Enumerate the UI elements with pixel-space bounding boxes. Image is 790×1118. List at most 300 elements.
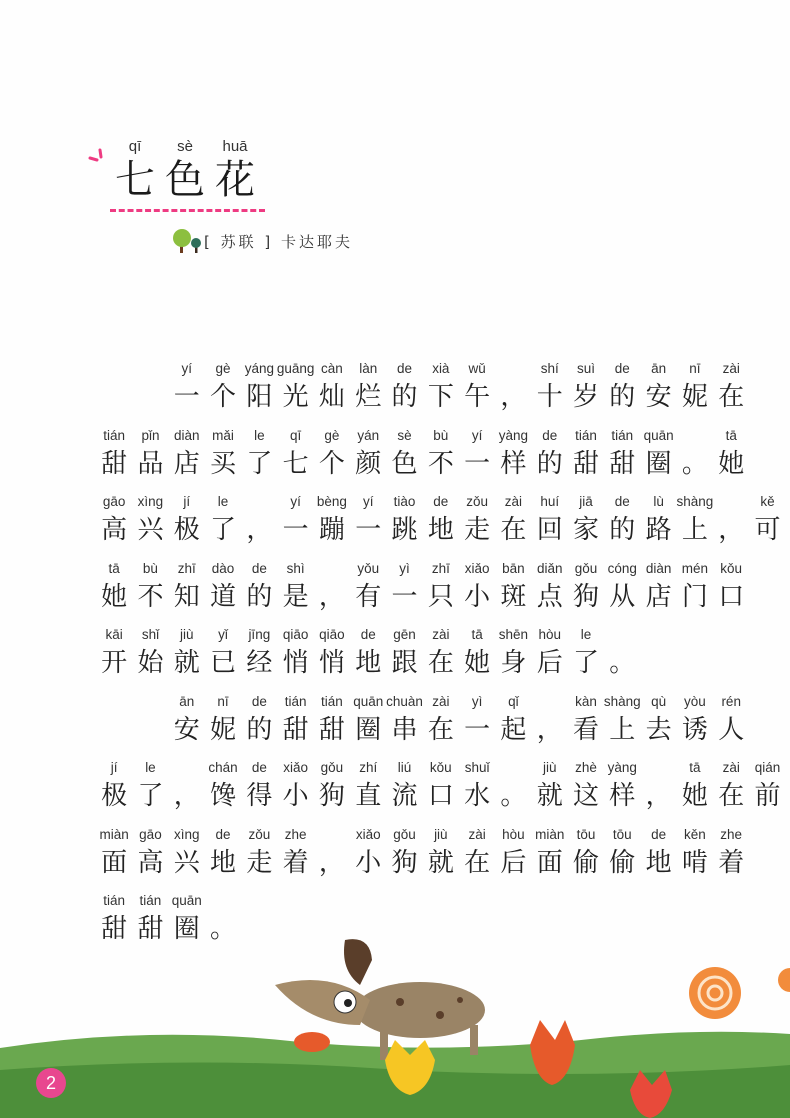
ruby-character <box>532 691 568 758</box>
pinyin: nī <box>217 693 229 709</box>
tree-icon <box>172 228 204 254</box>
ruby-character <box>241 624 277 691</box>
ruby-character <box>640 824 676 891</box>
pinyin: xià <box>432 361 450 376</box>
ruby-character <box>132 558 168 625</box>
hanzi: 地 <box>210 847 237 878</box>
hanzi: 。 <box>609 648 636 678</box>
pinyin: zhí <box>359 760 378 775</box>
pinyin: tián <box>284 693 307 709</box>
hanzi: 在 <box>464 847 491 878</box>
ruby-character <box>96 425 132 492</box>
ruby-character <box>459 824 495 891</box>
pinyin: gāo <box>139 826 162 842</box>
hanzi: 样 <box>609 781 636 811</box>
ruby-character <box>314 558 350 625</box>
ruby-character <box>568 757 604 824</box>
hanzi: 身 <box>500 648 527 678</box>
hanzi: 人 <box>718 714 745 745</box>
hanzi: 烂 <box>355 382 382 412</box>
ruby-character <box>459 491 495 558</box>
pinyin: tā <box>689 760 701 775</box>
ruby-character <box>568 824 604 891</box>
pinyin: le <box>254 427 265 443</box>
pinyin: quān <box>171 893 202 908</box>
pinyin: pǐn <box>141 427 160 443</box>
hanzi: 个 <box>318 448 345 479</box>
pinyin: diàn <box>645 560 672 576</box>
ruby-character <box>532 757 568 824</box>
pinyin: zhī <box>431 560 450 576</box>
ruby-character <box>495 358 531 425</box>
hanzi: 前 <box>754 781 781 811</box>
hanzi: ， <box>500 382 527 412</box>
ruby-character <box>604 558 640 625</box>
ruby-character <box>604 824 640 891</box>
ruby-character <box>532 558 568 625</box>
hanzi: 买 <box>210 448 237 479</box>
hanzi: 流 <box>391 781 418 811</box>
pinyin: yàng <box>498 427 529 443</box>
hanzi: 妮 <box>210 714 237 745</box>
text-line <box>96 624 786 691</box>
ruby-character <box>568 425 604 492</box>
pinyin: shuǐ <box>464 760 490 775</box>
pinyin: tiào <box>393 494 416 509</box>
ruby-character <box>132 757 168 824</box>
hanzi: 只 <box>427 581 454 612</box>
ruby-character <box>677 425 713 492</box>
pinyin: sè <box>397 427 412 443</box>
hanzi: ， <box>645 781 672 811</box>
pinyin: mǎi <box>212 427 234 443</box>
ruby-character <box>205 824 241 891</box>
pinyin: xiǎo <box>283 760 309 775</box>
pinyin: hòu <box>502 826 525 842</box>
hanzi: 不 <box>427 448 454 479</box>
ruby-character <box>277 757 313 824</box>
hanzi: 样 <box>500 448 527 479</box>
pinyin: tián <box>321 693 343 709</box>
pinyin: miàn <box>535 826 565 842</box>
ruby-character <box>241 824 277 891</box>
ruby-character <box>423 624 459 691</box>
hanzi: 不 <box>137 581 164 612</box>
pinyin: de <box>360 627 376 642</box>
pinyin: jiā <box>579 494 593 509</box>
hanzi: 的 <box>246 581 273 612</box>
hanzi: 在 <box>427 714 454 745</box>
hanzi: 地 <box>427 515 454 545</box>
hanzi: 着 <box>282 847 309 878</box>
pinyin: lù <box>653 494 664 509</box>
title-char: 七 <box>115 157 155 203</box>
ruby-character <box>132 425 168 492</box>
ruby-character <box>568 624 604 691</box>
pinyin: yòu <box>684 693 706 709</box>
ruby-character <box>277 558 313 625</box>
title-char: 花 <box>215 157 255 203</box>
author-line <box>172 228 353 254</box>
text-line <box>96 425 786 492</box>
ruby-character <box>132 624 168 691</box>
pinyin: de <box>397 361 413 376</box>
pinyin: kāi <box>105 627 123 642</box>
pinyin: shàng <box>603 693 641 709</box>
hanzi: 的 <box>246 714 273 745</box>
pinyin: bù <box>142 560 158 576</box>
hanzi: ， <box>318 847 345 878</box>
hanzi: 了 <box>246 448 273 479</box>
ruby-character <box>423 491 459 558</box>
hanzi: 了 <box>210 515 237 545</box>
hanzi: 一 <box>355 515 382 545</box>
pinyin: yí <box>471 427 483 443</box>
hanzi: 七 <box>282 448 309 479</box>
hanzi: 狗 <box>573 581 600 612</box>
hanzi: 知 <box>173 581 200 612</box>
hanzi: 在 <box>718 781 745 811</box>
ruby-character <box>350 358 386 425</box>
hanzi: 甜 <box>609 448 636 479</box>
pinyin: kǒu <box>429 760 452 775</box>
ruby-character <box>314 425 350 492</box>
hanzi: 一 <box>282 515 309 545</box>
ruby-character <box>640 757 676 824</box>
hanzi: 店 <box>645 581 672 612</box>
ruby-character <box>532 358 568 425</box>
ruby-character <box>532 624 568 691</box>
pinyin: shí <box>540 361 559 376</box>
ruby-character <box>423 558 459 625</box>
ruby-character <box>169 491 205 558</box>
hanzi: 狗 <box>318 781 345 811</box>
pinyin: gēn <box>393 627 416 642</box>
ruby-character <box>713 558 749 625</box>
pinyin: kǒu <box>720 560 743 576</box>
hanzi: 走 <box>464 515 491 545</box>
ruby-character <box>749 757 785 824</box>
ruby-character <box>241 358 277 425</box>
ruby-character <box>314 358 350 425</box>
hanzi: 开 <box>101 648 128 678</box>
ruby-character <box>677 358 713 425</box>
ruby-character <box>314 824 350 891</box>
hanzi: 圈 <box>173 914 200 944</box>
hanzi: 极 <box>101 781 128 811</box>
pinyin: diàn <box>173 427 200 443</box>
pinyin: quān <box>643 427 674 443</box>
hanzi: 悄 <box>282 648 309 678</box>
pinyin: le <box>145 760 156 775</box>
hanzi: 在 <box>427 648 454 678</box>
hanzi: 颜 <box>355 448 382 479</box>
ruby-character <box>604 691 640 758</box>
ruby-character <box>205 491 241 558</box>
hanzi: 地 <box>645 847 672 878</box>
ruby-character <box>314 757 350 824</box>
hanzi: 得 <box>246 781 273 811</box>
ruby-character <box>568 691 604 758</box>
ruby-character <box>205 757 241 824</box>
pinyin: miàn <box>99 826 129 842</box>
pinyin: yí <box>181 361 192 376</box>
text-line <box>96 558 786 625</box>
hanzi: 小 <box>282 781 309 811</box>
ruby-character <box>604 425 640 492</box>
ruby-character <box>277 425 313 492</box>
hanzi: 上 <box>609 714 636 745</box>
pinyin: de <box>251 693 267 709</box>
hanzi: 经 <box>246 648 273 678</box>
ruby-character <box>241 491 277 558</box>
ruby-character <box>96 624 132 691</box>
ruby-character <box>423 691 459 758</box>
pinyin: yáng <box>244 361 274 376</box>
ruby-character <box>568 491 604 558</box>
ruby-character <box>568 558 604 625</box>
ruby-character <box>314 491 350 558</box>
hanzi: 小 <box>464 581 491 612</box>
hanzi: 后 <box>536 648 563 678</box>
hanzi: 偷 <box>573 847 600 878</box>
ruby-character <box>169 358 205 425</box>
pinyin: qián <box>754 760 781 775</box>
ruby-character <box>277 691 313 758</box>
pinyin: bù <box>433 427 449 443</box>
hanzi: 斑 <box>500 581 527 612</box>
hanzi: 她 <box>101 581 128 612</box>
pinyin: yí <box>290 494 301 509</box>
pinyin: jí <box>110 760 118 775</box>
pinyin: de <box>614 494 630 509</box>
hanzi: 已 <box>210 648 237 678</box>
hanzi: 一 <box>464 448 491 479</box>
pinyin: rén <box>721 693 741 709</box>
hanzi: 高 <box>137 847 164 878</box>
pinyin: zhè <box>575 760 597 775</box>
pinyin: zhe <box>284 826 307 842</box>
hanzi: 道 <box>210 581 237 612</box>
hanzi: 甜 <box>101 448 128 479</box>
pinyin: yàng <box>607 760 637 775</box>
ruby-character <box>495 491 531 558</box>
pinyin: yǐ <box>218 627 228 642</box>
ruby-character <box>241 558 277 625</box>
pinyin: bān <box>502 560 525 576</box>
ruby-character <box>386 491 422 558</box>
hanzi: 水 <box>464 781 491 811</box>
text-line <box>96 491 786 558</box>
ruby-character <box>532 425 568 492</box>
hanzi: 甜 <box>282 714 309 745</box>
hanzi: 诱 <box>681 714 708 745</box>
pinyin: kě <box>760 494 775 509</box>
ruby-character <box>495 558 531 625</box>
ruby-character <box>277 624 313 691</box>
pinyin: shì <box>286 560 305 576</box>
pinyin: càn <box>321 361 343 376</box>
hanzi: 看 <box>573 714 600 745</box>
ruby-character <box>241 425 277 492</box>
pinyin: ān <box>651 361 667 376</box>
ruby-character <box>386 558 422 625</box>
pinyin: zài <box>432 693 450 709</box>
pinyin: gè <box>215 361 231 376</box>
pinyin: tián <box>611 427 634 443</box>
pinyin: kàn <box>575 693 597 709</box>
pinyin: jīng <box>248 627 271 642</box>
ruby-character <box>423 824 459 891</box>
pinyin: tā <box>108 560 120 576</box>
hanzi: 甜 <box>101 914 128 944</box>
pinyin: shēn <box>498 627 529 642</box>
hanzi: 起 <box>500 714 527 745</box>
ruby-character <box>277 491 313 558</box>
hanzi: 偷 <box>609 847 636 878</box>
pinyin: zài <box>722 361 740 376</box>
pinyin: zǒu <box>466 494 488 509</box>
ruby-character <box>459 358 495 425</box>
ruby-character <box>386 757 422 824</box>
pinyin: nī <box>689 361 701 376</box>
pinyin: zài <box>504 494 523 509</box>
pinyin: xiǎo <box>355 826 381 842</box>
hanzi: 就 <box>427 847 454 878</box>
hanzi: 兴 <box>173 847 200 878</box>
dog-icon <box>275 939 485 1060</box>
hanzi: 狗 <box>391 847 418 878</box>
hanzi: 家 <box>573 515 600 545</box>
ruby-character <box>423 425 459 492</box>
hanzi: ， <box>173 781 200 811</box>
ruby-character <box>386 624 422 691</box>
pinyin: de <box>251 760 267 775</box>
pinyin: tā <box>725 427 737 443</box>
hanzi: 下 <box>427 382 454 412</box>
ruby-character <box>640 691 676 758</box>
ruby-character <box>640 358 676 425</box>
hanzi: 始 <box>137 648 164 678</box>
ruby-character <box>640 425 676 492</box>
hanzi: 可 <box>754 515 781 545</box>
pinyin: ān <box>179 693 195 709</box>
pinyin: qī <box>290 427 302 443</box>
hanzi: 。 <box>681 448 708 479</box>
ruby-character <box>677 691 713 758</box>
hanzi: 悄 <box>318 648 345 678</box>
hanzi: 安 <box>173 714 200 745</box>
ruby-character <box>386 358 422 425</box>
hanzi: 面 <box>101 847 128 878</box>
hanzi: 品 <box>137 448 164 479</box>
author-name: [ 苏联 ] 卡达耶夫 <box>204 232 354 251</box>
pinyin: qù <box>651 693 667 709</box>
hanzi: 跟 <box>391 648 418 678</box>
pinyin: chán <box>208 760 238 775</box>
ruby-character <box>350 624 386 691</box>
hanzi: 甜 <box>573 448 600 479</box>
hanzi: 就 <box>173 648 200 678</box>
ruby-character <box>459 624 495 691</box>
ruby-character <box>169 624 205 691</box>
pinyin: qiāo <box>282 627 309 642</box>
ruby-character <box>350 757 386 824</box>
ruby-character <box>96 491 132 558</box>
ruby-character <box>205 624 241 691</box>
ruby-character <box>677 558 713 625</box>
pinyin: tián <box>575 427 597 443</box>
pinyin: tōu <box>612 826 632 842</box>
hanzi: 小 <box>355 847 382 878</box>
hanzi: 她 <box>681 781 708 811</box>
title-underline <box>110 209 265 212</box>
hanzi: ， <box>718 515 745 545</box>
hanzi: 的 <box>391 382 418 412</box>
ruby-character <box>459 691 495 758</box>
pinyin: huí <box>540 494 560 509</box>
ruby-character <box>640 558 676 625</box>
ruby-character <box>677 757 713 824</box>
ruby-character <box>495 757 531 824</box>
ruby-character <box>386 425 422 492</box>
text-line <box>96 691 786 758</box>
ruby-character <box>96 824 132 891</box>
story-title <box>110 138 260 205</box>
ruby-character <box>350 491 386 558</box>
ruby-character <box>350 425 386 492</box>
hanzi: 这 <box>573 781 600 811</box>
hanzi: 极 <box>173 515 200 545</box>
hanzi: 圈 <box>355 714 382 745</box>
title-pinyin: huā <box>222 138 248 155</box>
ruby-character <box>495 824 531 891</box>
hanzi: 蹦 <box>318 515 345 545</box>
text-line <box>96 358 786 425</box>
title-char: 色 <box>165 157 205 203</box>
pinyin: shàng <box>676 494 714 509</box>
pinyin: jiù <box>434 826 448 842</box>
pinyin: xìng <box>173 826 200 842</box>
ruby-character <box>459 757 495 824</box>
hanzi: 在 <box>500 515 527 545</box>
pinyin: hòu <box>538 627 561 642</box>
hanzi: 的 <box>609 382 636 412</box>
hanzi: 她 <box>718 448 745 479</box>
pinyin: zǒu <box>248 826 271 842</box>
ruby-character <box>350 691 386 758</box>
pinyin: bèng <box>316 494 347 509</box>
hanzi: 回 <box>536 515 563 545</box>
ruby-character <box>96 558 132 625</box>
hanzi: 午 <box>464 382 491 412</box>
ruby-character <box>640 491 676 558</box>
pinyin: yì <box>471 693 483 709</box>
hanzi: 是 <box>282 581 309 612</box>
ruby-character <box>132 824 168 891</box>
pinyin: de <box>215 826 231 842</box>
ruby-character <box>205 558 241 625</box>
pinyin: jiù <box>542 760 557 775</box>
ruby-character <box>749 491 785 558</box>
ruby-character <box>241 691 277 758</box>
hanzi: 。 <box>210 914 237 944</box>
pinyin: cóng <box>607 560 637 576</box>
hanzi: 后 <box>500 847 527 878</box>
ruby-character <box>713 425 749 492</box>
hanzi: ， <box>318 581 345 612</box>
hanzi: 地 <box>355 648 382 678</box>
